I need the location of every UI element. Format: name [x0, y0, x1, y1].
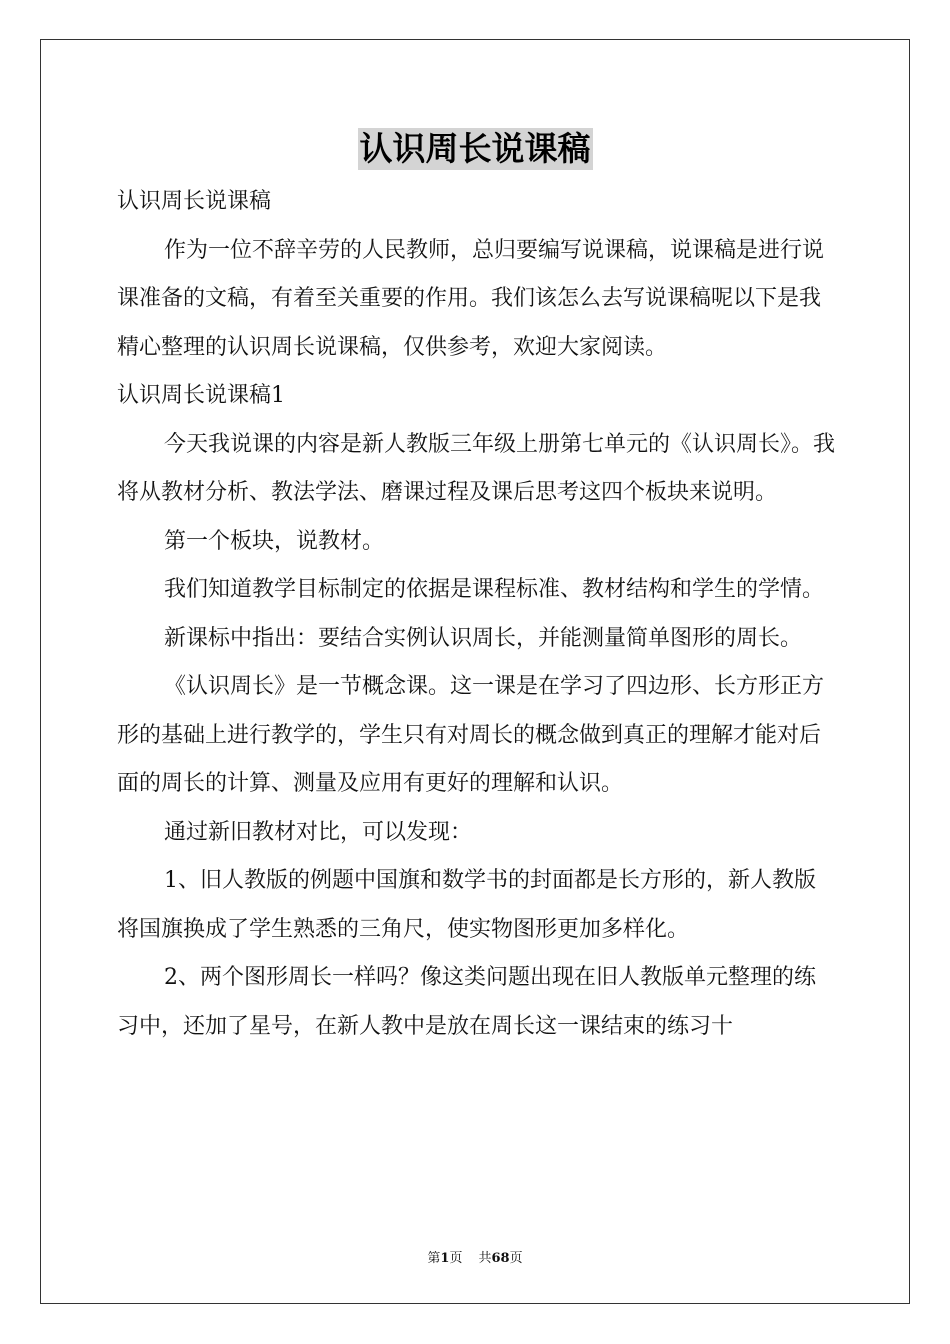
paragraph-10: 2、两个图形周长一样吗？像这类问题出现在旧人教版单元整理的练习中，还加了星号，在新人教中是放在周长这一课结束的练习十: [117, 965, 816, 1039]
paragraph-3: 今天我说课的内容是新人教版三年级上册第七单元的《认识周长》。我将从教材分析、教法学法、磨课过程及课后思考这四个板块来说明。: [117, 431, 836, 505]
paragraph-7: 《认识周长》是一节概念课。这一课是在学习了四边形、长方形正方形的基础上进行教学的，学生只有对周长的概念做到真正的理解才能对后面的周长的计算、测量及应用有更好的理解和认识。: [117, 674, 825, 796]
total-prefix: 共: [478, 1251, 492, 1266]
paragraph-4: 第一个板块，说教材。: [164, 528, 385, 554]
paragraph-5: 我们知道教学目标制定的依据是课程标准、教材结构和学生的学情。: [164, 577, 825, 602]
document-title: 认识周长说课稿: [359, 129, 591, 168]
page-suffix: 页: [449, 1251, 463, 1266]
page-current: 1: [440, 1251, 450, 1266]
paragraph-6: 新课标中指出：要结合实例认识周长，并能测量简单图形的周长。: [164, 625, 803, 651]
page-total: 68: [491, 1251, 510, 1266]
paragraph-9: 1、旧人教版的例题中国旗和数学书的封面都是长方形的，新人教版将国旗换成了学生熟悉的三角尺，使实物图形更加多样化。: [117, 868, 816, 942]
page-prefix: 第: [427, 1251, 441, 1266]
paragraph-8: 通过新旧教材对比，可以发现：: [164, 819, 473, 845]
document-body: [117, 178, 837, 1051]
paragraph-1: 作为一位不辞辛劳的人民教师，总归要编写说课稿，说课稿是进行说课准备的文稿，有着至关重要的作用。我们该怎么去写说课稿呢以下是我精心整理的认识周长说课稿，仅供参考，欢迎大家阅读。: [117, 237, 825, 360]
paragraph-2: 认识周长说课稿1: [117, 383, 285, 408]
total-suffix: 页: [509, 1251, 523, 1266]
title-container: [0, 128, 950, 170]
paragraph-0: 认识周长说课稿: [117, 189, 272, 214]
page-footer: [0, 1247, 950, 1266]
